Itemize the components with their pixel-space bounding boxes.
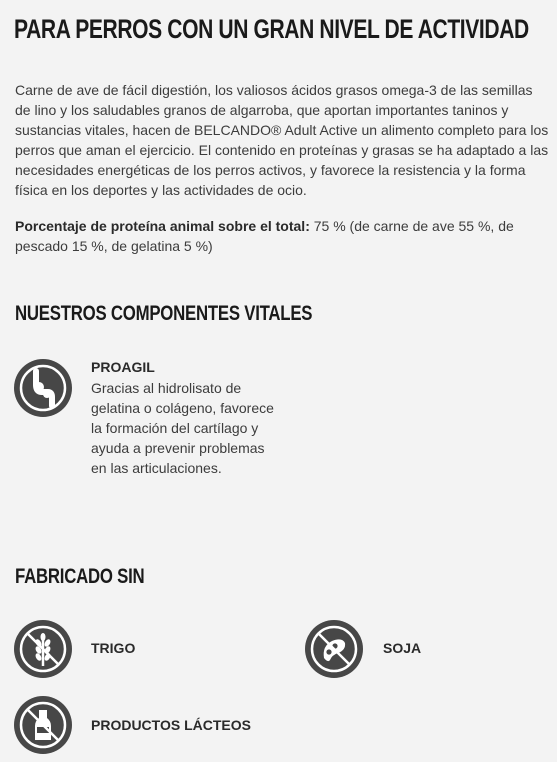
component-description: Gracias al hidrolisato de gelatina o colágeno, favorece la formación del cartílago y ayuda a prevenir problemas en las articulaciones. [91,380,274,476]
excluded-label-soy: SOJA [383,640,422,656]
components-heading: NUESTROS COMPONENTES VITALES [15,302,313,325]
no-dairy-icon [14,696,72,754]
component-name: PROAGIL [91,359,155,375]
no-soy-icon [305,620,363,678]
protein-paragraph [15,216,545,256]
protein-value: 75 % (de carne de ave 55 %, de pescado 15 %, de gelatina 5 %) [15,218,514,254]
excluded-label-dairy: PRODUCTOS LÁCTEOS [91,717,251,733]
made-without-heading: FABRICADO SIN [15,565,145,588]
intro-paragraph: Carne de ave de fácil digestión, los valiosos ácidos grasos omega-3 de las semillas de lino y los saludables granos de algarroba, que aportan importantes taninos y sustancias vitales, hacen de BELCANDO® Adult Active un alimento completo para los perros que aman el ejercicio. El contenido en proteínas y grasas se ha adaptado a las necesidades energéticas de los perros activos, y favorece la resistencia y la forma física en los deportes y las actividades de ocio. [15,82,549,198]
no-wheat-icon [14,620,72,678]
joint-icon [14,359,72,417]
page-title: PARA PERROS CON UN GRAN NIVEL DE ACTIVIDAD [14,14,529,44]
protein-label: Porcentaje de proteína animal sobre el total: [15,218,310,234]
excluded-label-wheat: TRIGO [91,640,136,656]
